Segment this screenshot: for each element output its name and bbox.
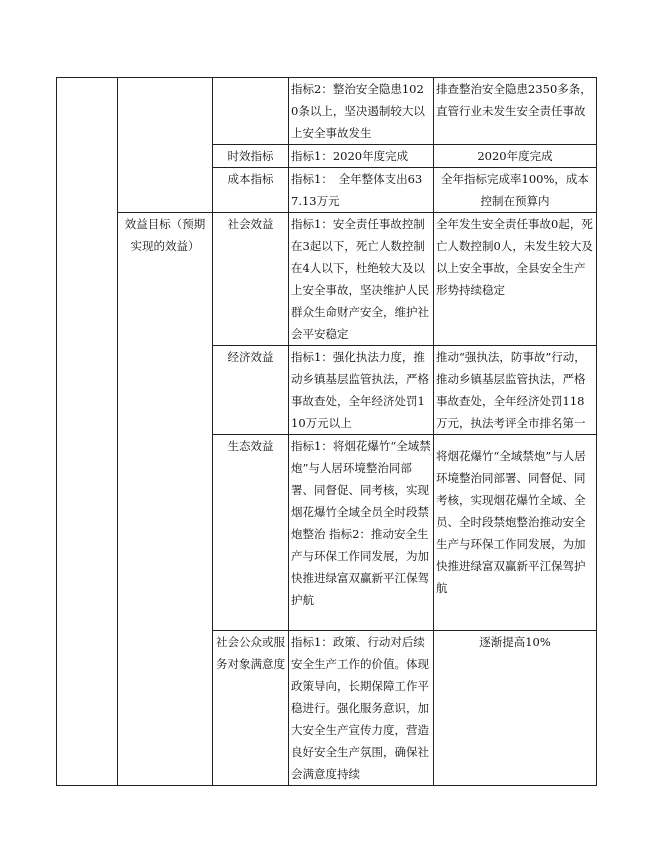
benefit-category-cell: 效益目标（预期实现的效益） <box>118 213 213 786</box>
actual-cell: 推动“强执法，防事故”行动，推动乡镇基层监管执法，严格事故查处，全年经济处罚118万元，执法考评全市排名第一 <box>434 346 597 435</box>
outer-category-cell <box>57 78 118 786</box>
table-row <box>57 213 597 346</box>
actual-cell: 逐渐提高10% <box>434 631 597 786</box>
actual-cell: 全年发生安全责任事故0起，死亡人数控制0人，未发生较大及以上安全事故，全县安全生产形势持续稳定 <box>434 213 597 346</box>
indicator-cell: 指标1： 全年整体支出637.13万元 <box>289 168 434 213</box>
sub-category-cell: 时效指标 <box>213 145 289 168</box>
indicator-cell: 指标1：强化执法力度，推动乡镇基层监管执法，严格事故查处，全年经济处罚110万元以上 <box>289 346 434 435</box>
performance-table <box>56 77 597 786</box>
actual-cell: 将烟花爆竹“全域禁炮”与人居环境整治同部署、同督促、同考核，实现烟花爆竹全域、全员、全时段禁炮整治推动安全生产与环保工作同发展，为加快推进绿富双赢新平江保驾护航 <box>434 435 597 631</box>
table-row <box>57 78 597 145</box>
actual-cell: 2020年度完成 <box>434 145 597 168</box>
actual-cell: 全年指标完成率100%，成本控制在预算内 <box>434 168 597 213</box>
indicator-cell: 指标1：政策、行动对后续安全生产工作的价值。体现政策导向，长期保障工作平稳进行。强化服务意识，加大安全生产宣传力度，营造良好安全生产氛围，确保社会满意度持续 <box>289 631 434 786</box>
output-category-cell <box>118 78 213 213</box>
indicator-cell: 指标1：2020年度完成 <box>289 145 434 168</box>
sub-category-cell: 社会效益 <box>213 213 289 346</box>
sub-category-cell: 社会公众或服务对象满意度 <box>213 631 289 786</box>
sub-category-cell: 经济效益 <box>213 346 289 435</box>
indicator-cell: 指标2：整治安全隐患1020条以上，坚决遏制较大以上安全事故发生 <box>289 78 434 145</box>
sub-category-cell: 成本指标 <box>213 168 289 213</box>
sub-category-cell <box>213 78 289 145</box>
indicator-cell: 指标1：将烟花爆竹“全域禁炮”与人居环境整治同部署、同督促、同考核，实现烟花爆竹全域全员全时段禁炮整治 指标2：推动安全生产与环保工作同发展，为加快推进绿富双赢新平江保驾护航 <box>289 435 434 631</box>
actual-cell: 排查整治安全隐患2350多条，直管行业未发生安全责任事故 <box>434 78 597 145</box>
indicator-cell: 指标1：安全责任事故控制在3起以下，死亡人数控制在4人以下，杜绝较大及以上安全事故，坚决维护人民群众生命财产安全，维护社会平安稳定 <box>289 213 434 346</box>
sub-category-cell: 生态效益 <box>213 435 289 631</box>
